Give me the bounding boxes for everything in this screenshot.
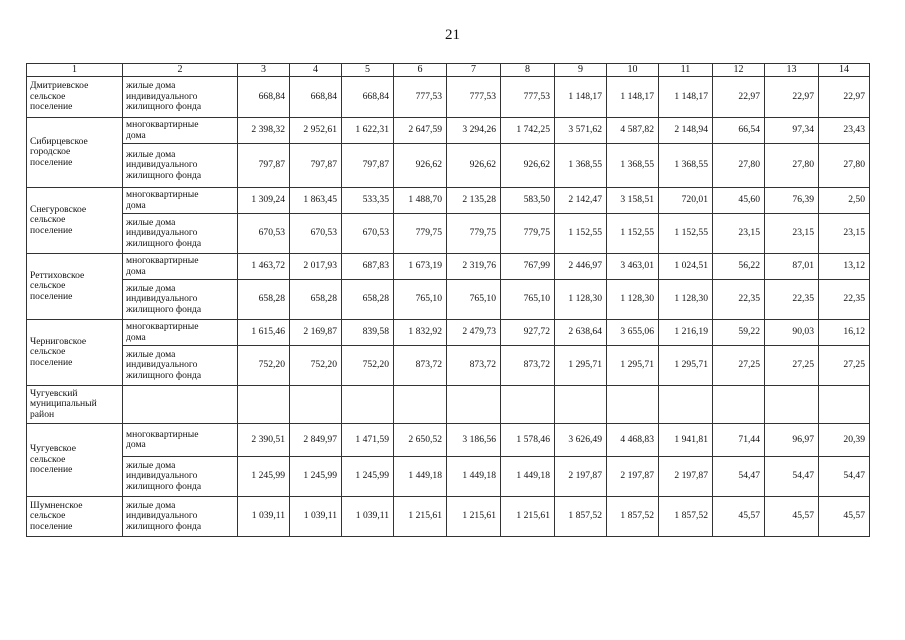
value-cell: 3 463,01 (607, 254, 659, 280)
column-header: 14 (819, 64, 870, 77)
value-cell: 1 941,81 (659, 424, 713, 457)
value-cell: 1 295,71 (555, 346, 607, 386)
value-cell (765, 386, 819, 424)
value-cell: 1 488,70 (394, 188, 447, 214)
value-cell: 1 039,11 (290, 497, 342, 537)
value-cell: 752,20 (342, 346, 394, 386)
value-cell: 1 857,52 (555, 497, 607, 537)
value-cell: 3 294,26 (447, 118, 501, 144)
housing-type: жилые дома индивидуального жилищного фонда (123, 346, 238, 386)
value-cell: 23,15 (765, 214, 819, 254)
value-cell: 2 446,97 (555, 254, 607, 280)
column-header: 6 (394, 64, 447, 77)
value-cell: 1 449,18 (447, 457, 501, 497)
value-cell: 1 622,31 (342, 118, 394, 144)
value-cell: 27,25 (765, 346, 819, 386)
housing-type: жилые дома индивидуального жилищного фонда (123, 457, 238, 497)
housing-type: многоквартирные дома (123, 188, 238, 214)
value-cell: 3 186,56 (447, 424, 501, 457)
value-cell: 45,57 (713, 497, 765, 537)
value-cell: 752,20 (238, 346, 290, 386)
value-cell: 1 216,19 (659, 320, 713, 346)
column-header: 2 (123, 64, 238, 77)
value-cell: 926,62 (501, 144, 555, 188)
value-cell: 1 128,30 (607, 280, 659, 320)
value-cell: 839,58 (342, 320, 394, 346)
housing-type: жилые дома индивидуального жилищного фонда (123, 280, 238, 320)
value-cell: 2 319,76 (447, 254, 501, 280)
value-cell: 767,99 (501, 254, 555, 280)
value-cell: 1 128,30 (555, 280, 607, 320)
value-cell: 3 158,51 (607, 188, 659, 214)
column-header: 5 (342, 64, 394, 77)
value-cell: 1 295,71 (607, 346, 659, 386)
value-cell: 668,84 (342, 77, 394, 118)
value-cell: 1 832,92 (394, 320, 447, 346)
value-cell: 27,25 (819, 346, 870, 386)
housing-type: многоквартирные дома (123, 118, 238, 144)
value-cell: 54,47 (765, 457, 819, 497)
value-cell: 45,57 (765, 497, 819, 537)
value-cell: 56,22 (713, 254, 765, 280)
value-cell: 797,87 (238, 144, 290, 188)
table-row (27, 144, 870, 188)
settlement-name: Чугуевское сельское поселение (27, 424, 123, 497)
value-cell: 668,84 (238, 77, 290, 118)
table-row (27, 188, 870, 214)
column-header: 10 (607, 64, 659, 77)
settlement-name: Дмитриевское сельское поселение (27, 77, 123, 118)
value-cell: 3 571,62 (555, 118, 607, 144)
value-cell: 71,44 (713, 424, 765, 457)
settlement-name: Снегуровское сельское поселение (27, 188, 123, 254)
value-cell: 1 673,19 (394, 254, 447, 280)
value-cell: 779,75 (394, 214, 447, 254)
value-cell: 16,12 (819, 320, 870, 346)
value-cell: 777,53 (447, 77, 501, 118)
value-cell: 1 368,55 (555, 144, 607, 188)
table-row (27, 346, 870, 386)
housing-type: жилые дома индивидуального жилищного фонда (123, 497, 238, 537)
table-row (27, 118, 870, 144)
value-cell: 66,54 (713, 118, 765, 144)
value-cell: 1 152,55 (659, 214, 713, 254)
value-cell: 873,72 (501, 346, 555, 386)
value-cell: 765,10 (501, 280, 555, 320)
column-header: 4 (290, 64, 342, 77)
value-cell: 96,97 (765, 424, 819, 457)
value-cell: 1 152,55 (555, 214, 607, 254)
value-cell: 27,80 (765, 144, 819, 188)
housing-type: многоквартирные дома (123, 254, 238, 280)
value-cell: 670,53 (342, 214, 394, 254)
value-cell: 1 368,55 (659, 144, 713, 188)
value-cell: 720,01 (659, 188, 713, 214)
value-cell: 54,47 (819, 457, 870, 497)
value-cell: 797,87 (342, 144, 394, 188)
value-cell: 23,43 (819, 118, 870, 144)
column-header: 3 (238, 64, 290, 77)
value-cell: 1 152,55 (607, 214, 659, 254)
value-cell: 3 655,06 (607, 320, 659, 346)
value-cell: 23,15 (819, 214, 870, 254)
value-cell: 1 857,52 (607, 497, 659, 537)
housing-type: многоквартирные дома (123, 424, 238, 457)
value-cell: 583,50 (501, 188, 555, 214)
value-cell: 45,57 (819, 497, 870, 537)
column-header: 7 (447, 64, 501, 77)
value-cell: 1 615,46 (238, 320, 290, 346)
value-cell: 2 952,61 (290, 118, 342, 144)
table-row (27, 320, 870, 346)
value-cell: 1 742,25 (501, 118, 555, 144)
value-cell: 1 309,24 (238, 188, 290, 214)
value-cell: 533,35 (342, 188, 394, 214)
table-row (27, 280, 870, 320)
value-cell: 2 197,87 (659, 457, 713, 497)
value-cell (501, 386, 555, 424)
value-cell: 765,10 (447, 280, 501, 320)
value-cell: 22,35 (713, 280, 765, 320)
value-cell: 1 039,11 (238, 497, 290, 537)
table-row (27, 77, 870, 118)
value-cell: 3 626,49 (555, 424, 607, 457)
value-cell: 1 128,30 (659, 280, 713, 320)
settlement-name: Сибирцевское городское поселение (27, 118, 123, 188)
value-cell: 2 135,28 (447, 188, 501, 214)
value-cell: 1 148,17 (555, 77, 607, 118)
value-cell: 670,53 (238, 214, 290, 254)
value-cell: 927,72 (501, 320, 555, 346)
table-row (27, 497, 870, 537)
housing-type: жилые дома индивидуального жилищного фонда (123, 214, 238, 254)
value-cell: 2 650,52 (394, 424, 447, 457)
value-cell: 1 148,17 (607, 77, 659, 118)
value-cell: 1 368,55 (607, 144, 659, 188)
value-cell (659, 386, 713, 424)
value-cell: 1 449,18 (394, 457, 447, 497)
value-cell: 1 471,59 (342, 424, 394, 457)
page-number: 21 (445, 27, 460, 43)
value-cell: 45,60 (713, 188, 765, 214)
value-cell: 27,80 (713, 144, 765, 188)
value-cell: 1 245,99 (290, 457, 342, 497)
value-cell: 779,75 (447, 214, 501, 254)
column-header: 9 (555, 64, 607, 77)
value-cell (342, 386, 394, 424)
value-cell: 873,72 (447, 346, 501, 386)
value-cell (394, 386, 447, 424)
value-cell: 2 169,87 (290, 320, 342, 346)
value-cell: 765,10 (394, 280, 447, 320)
value-cell (713, 386, 765, 424)
value-cell: 1 024,51 (659, 254, 713, 280)
table-row (27, 214, 870, 254)
table-row (27, 386, 870, 424)
housing-type: жилые дома индивидуального жилищного фонда (123, 77, 238, 118)
value-cell: 926,62 (447, 144, 501, 188)
value-cell: 2 638,64 (555, 320, 607, 346)
value-cell: 670,53 (290, 214, 342, 254)
value-cell: 59,22 (713, 320, 765, 346)
value-cell: 2 197,87 (607, 457, 659, 497)
settlement-name: Черниговское сельское поселение (27, 320, 123, 386)
value-cell: 4 587,82 (607, 118, 659, 144)
value-cell: 27,25 (713, 346, 765, 386)
value-cell: 22,97 (765, 77, 819, 118)
value-cell: 90,03 (765, 320, 819, 346)
value-cell: 87,01 (765, 254, 819, 280)
value-cell: 668,84 (290, 77, 342, 118)
value-cell: 658,28 (342, 280, 394, 320)
value-cell: 752,20 (290, 346, 342, 386)
value-cell: 1 295,71 (659, 346, 713, 386)
value-cell: 1 245,99 (342, 457, 394, 497)
column-header: 12 (713, 64, 765, 77)
table-row (27, 254, 870, 280)
value-cell: 2 142,47 (555, 188, 607, 214)
housing-type: жилые дома индивидуального жилищного фонда (123, 144, 238, 188)
value-cell: 1 463,72 (238, 254, 290, 280)
value-cell: 1 215,61 (501, 497, 555, 537)
value-cell: 1 449,18 (501, 457, 555, 497)
value-cell: 2 017,93 (290, 254, 342, 280)
value-cell: 2 849,97 (290, 424, 342, 457)
value-cell: 1 863,45 (290, 188, 342, 214)
value-cell: 658,28 (238, 280, 290, 320)
settlement-name: Шумненское сельское поселение (27, 497, 123, 537)
value-cell: 23,15 (713, 214, 765, 254)
value-cell (238, 386, 290, 424)
value-cell (290, 386, 342, 424)
table-row (27, 457, 870, 497)
value-cell: 2 390,51 (238, 424, 290, 457)
value-cell (447, 386, 501, 424)
value-cell: 687,83 (342, 254, 394, 280)
value-cell: 13,12 (819, 254, 870, 280)
value-cell: 797,87 (290, 144, 342, 188)
value-cell: 22,35 (765, 280, 819, 320)
header-row (27, 64, 870, 77)
column-header: 11 (659, 64, 713, 77)
value-cell (819, 386, 870, 424)
settlement-name: Чугуевский муниципальный район (27, 386, 123, 424)
value-cell: 27,80 (819, 144, 870, 188)
value-cell: 22,97 (713, 77, 765, 118)
value-cell: 926,62 (394, 144, 447, 188)
value-cell: 2 398,32 (238, 118, 290, 144)
value-cell: 1 245,99 (238, 457, 290, 497)
tariff-table (26, 63, 870, 537)
column-header: 8 (501, 64, 555, 77)
value-cell: 1 578,46 (501, 424, 555, 457)
table-row (27, 424, 870, 457)
value-cell: 1 148,17 (659, 77, 713, 118)
housing-type (123, 386, 238, 424)
value-cell: 658,28 (290, 280, 342, 320)
value-cell: 97,34 (765, 118, 819, 144)
settlement-name: Реттиховское сельское поселение (27, 254, 123, 320)
housing-type: многоквартирные дома (123, 320, 238, 346)
value-cell: 54,47 (713, 457, 765, 497)
value-cell: 20,39 (819, 424, 870, 457)
value-cell: 22,97 (819, 77, 870, 118)
value-cell (555, 386, 607, 424)
value-cell: 1 215,61 (394, 497, 447, 537)
value-cell: 2 647,59 (394, 118, 447, 144)
value-cell: 2 197,87 (555, 457, 607, 497)
value-cell (607, 386, 659, 424)
value-cell: 873,72 (394, 346, 447, 386)
value-cell: 777,53 (501, 77, 555, 118)
column-header: 1 (27, 64, 123, 77)
value-cell: 76,39 (765, 188, 819, 214)
value-cell: 22,35 (819, 280, 870, 320)
value-cell: 1 039,11 (342, 497, 394, 537)
value-cell: 1 857,52 (659, 497, 713, 537)
value-cell: 2 479,73 (447, 320, 501, 346)
value-cell: 4 468,83 (607, 424, 659, 457)
column-header: 13 (765, 64, 819, 77)
value-cell: 2 148,94 (659, 118, 713, 144)
value-cell: 1 215,61 (447, 497, 501, 537)
value-cell: 2,50 (819, 188, 870, 214)
value-cell: 777,53 (394, 77, 447, 118)
value-cell: 779,75 (501, 214, 555, 254)
